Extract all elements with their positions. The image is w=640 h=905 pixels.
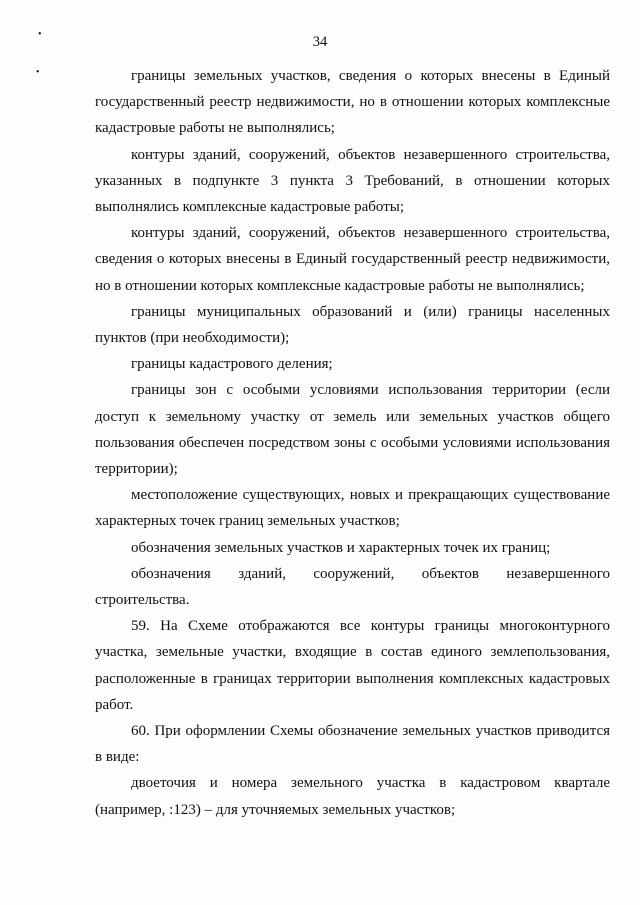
document-body (95, 63, 610, 823)
paragraph: 60. При оформлении Схемы обозначение земельных участков приводится в виде: (95, 723, 610, 766)
paragraph: границы муниципальных образований и (или) границы населенных пунктов (при необходимости); (95, 303, 610, 347)
paragraph: местоположение существующих, новых и прекращающих существование характерных точек границ земельных участков; (95, 487, 610, 530)
paragraph: обозначения зданий, сооружений, объектов незавершенного строительства. (95, 565, 610, 609)
paragraph: границы зон с особыми условиями использования территории (если доступ к земельному участку от земель или земельных участков общего пользования обеспечен посредством зоны с особыми условиями использования территории); (95, 382, 610, 478)
paragraph: обозначения земельных участков и характерных точек их границ; (131, 539, 551, 556)
paragraph: контуры зданий, сооружений, объектов незавершенного строительства, указанных в подпункте 3 пункта 3 Требований, в отношении которых выполнялись комплексные кадастровые работы; (95, 146, 610, 216)
paragraph: границы земельных участков, сведения о которых внесены в Единый государственный реестр недвижимости, но в отношении которых комплексные кадастровые работы не выполнялись; (95, 68, 610, 137)
scan-speck: • (36, 67, 40, 78)
page-number: 34 (312, 34, 328, 50)
paragraph: контуры зданий, сооружений, объектов незавершенного строительства, сведения о которых внесены в Единый государственный реестр недвижимости, но в отношении которых комплексные кадастровые работы не выполнялись; (95, 225, 610, 294)
scan-speck: • (38, 29, 42, 40)
paragraph: 59. На Схеме отображаются все контуры границы многоконтурного участка, земельные участки, входящие в состав единого землепользования, расположенные в границах территории выполнения комплексных кадастровых работ. (95, 618, 610, 713)
paragraph: границы кадастрового деления; (131, 356, 333, 373)
paragraph: двоеточия и номера земельного участка в кадастровом квартале (например, :123) – для уточняемых земельных участков; (95, 775, 610, 818)
